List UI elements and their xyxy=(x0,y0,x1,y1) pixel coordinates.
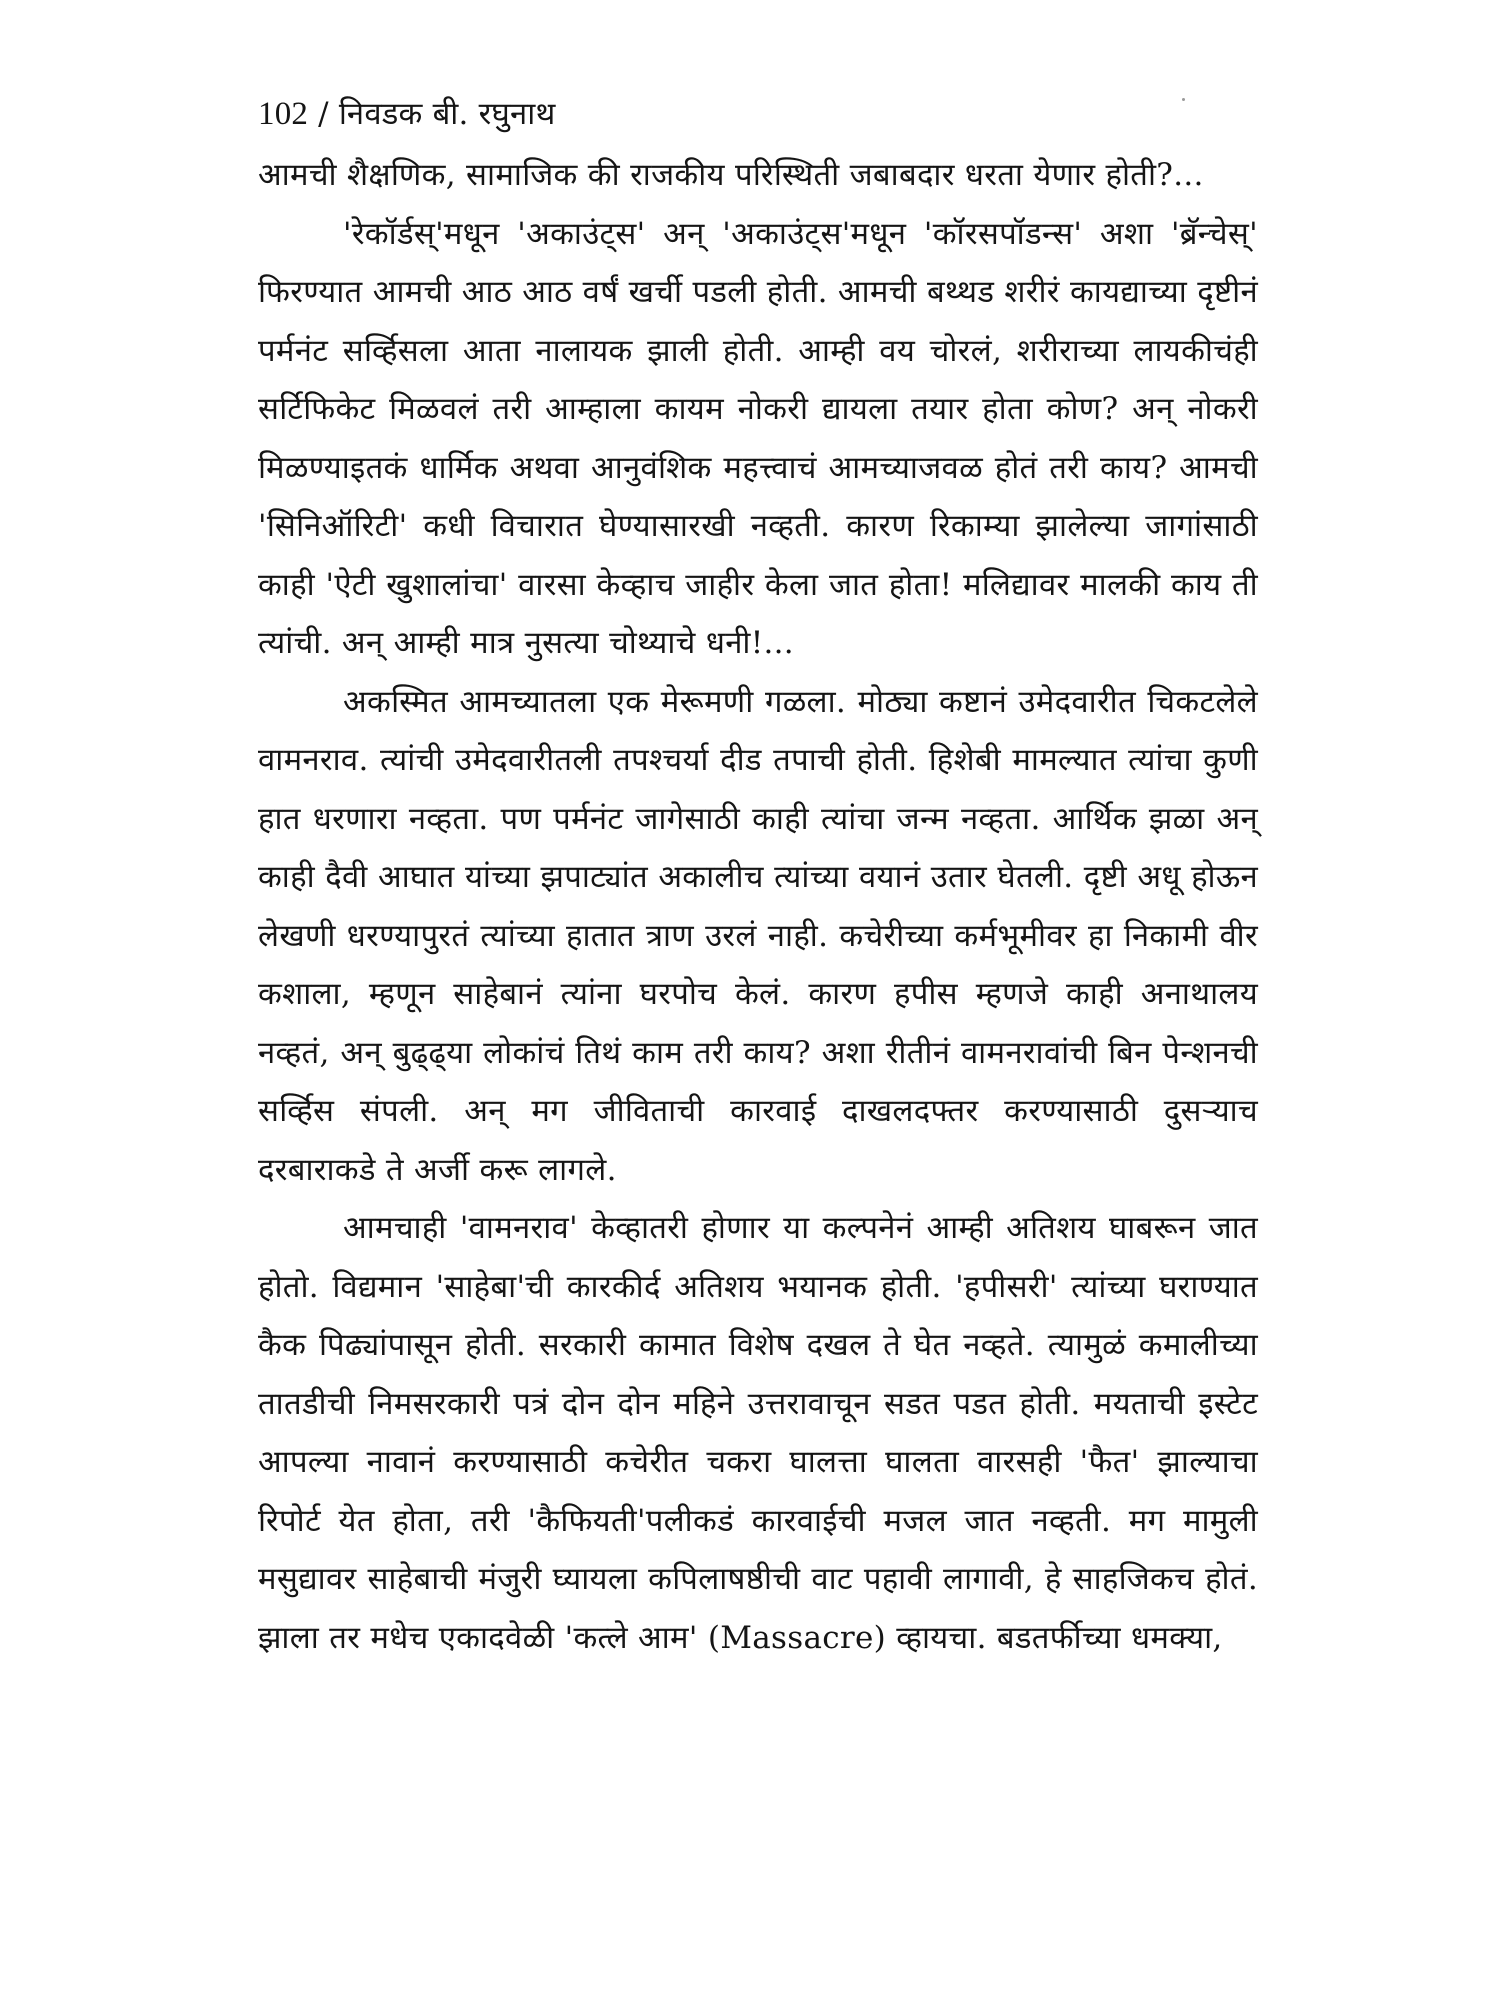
page-number: 102 xyxy=(258,96,309,132)
paper-speck xyxy=(1182,98,1185,101)
paragraph-1: आमची शैक्षणिक, सामाजिक की राजकीय परिस्थिती जबाबदार धरता येणार होती?... xyxy=(258,157,1204,193)
paragraph-4: आमचाही 'वामनराव' केव्हातरी होणार या कल्पनेनं आम्ही अतिशय घाबरून जात होतो. विद्यमान 'साहेबा'ची कारकीर्द अतिशय भयानक होती. 'हपीसरी' त्यांच्या घराण्यात कैक पिढ्यांपासून होती. सरकारी कामात विशेष दखल ते घेत नव्हते. त्यामुळं कमालीच्या तातडीची निमसरकारी पत्रं दोन दोन महिने उत्तरावाचून सडत पडत होती. मयताची इस्टेट आपल्या नावानं करण्यासाठी कचेरीत चकरा घालत्ता घालता वारसही 'फैत' झाल्याचा रिपोर्ट येत होता, तरी 'कैफियती'पलीकडं कारवाईची मजल जात नव्हती. मग मामुली मसुद्यावर साहेबाची मंजुरी घ्यायला कपिलाषष्ठीची वाट पहावी लागावी, हे साहजिकच होतं. झाला तर मधेच एकादवेळी 'कत्ले आम' (Massacre) व्हायचा. बडतर्फीच्या धमक्या, xyxy=(258,1210,1258,1656)
running-header xyxy=(258,92,1258,136)
body-text xyxy=(258,146,1258,1667)
running-title: निवडक बी. रघुनाथ xyxy=(338,96,556,132)
book-page xyxy=(258,92,1258,1962)
paragraph-3: अकस्मित आमच्यातला एक मेरूमणी गळला. मोठ्या कष्टानं उमेदवारीत चिकटलेले वामनराव. त्यांची उमेदवारीतली तपश्चर्या दीड तपाची होती. हिशेबी मामल्यात त्यांचा कुणी हात धरणारा नव्हता. पण पर्मनंट जागेसाठी काही त्यांचा जन्म नव्हता. आर्थिक झळा अन् काही दैवी आघात यांच्या झपाट्यांत अकालीच त्यांच्या वयानं उतार घेतली. दृष्टी अधू होऊन लेखणी धरण्यापुरतं त्यांच्या हातात त्राण उरलं नाही. कचेरीच्या कर्मभूमीवर हा निकामी वीर कशाला, म्हणून साहेबानं त्यांना घरपोच केलं. कारण हपीस म्हणजे काही अनाथालय नव्हतं, अन् बुढ्ढ्या लोकांचं तिथं काम तरी काय? अशा रीतीनं वामनरावांची बिन पेन्शनची सर्व्हिस संपली. अन् मग जीविताची कारवाई दाखलदफ्तर करण्यासाठी दुसऱ्याच दरबाराकडे ते अर्जी करू लागले. xyxy=(258,683,1258,1188)
header-separator: / xyxy=(318,96,329,132)
paragraph-2: 'रेकॉर्डस्'मधून 'अकाउंट्स' अन् 'अकाउंट्स'मधून 'कॉरसपॉडन्स' अशा 'ब्रॅन्चेस्' फिरण्यात आमची आठ आठ वर्षं खर्ची पडली होती. आमची बथ्थड शरीरं कायद्याच्या दृष्टीनं पर्मनंट सर्व्हिसला आता नालायक झाली होती. आम्ही वय चोरलं, शरीराच्या लायकीचंही सर्टिफिकेट मिळवलं तरी आम्हाला कायम नोकरी द्यायला तयार होता कोण? अन् नोकरी मिळण्याइतकं धार्मिक अथवा आनुवंशिक महत्त्वाचं आमच्याजवळ होतं तरी काय? आमची 'सिनिऑरिटी' कधी विचारात घेण्यासारखी नव्हती. कारण रिकाम्या झालेल्या जागांसाठी काही 'ऐटी खुशालांचा' वारसा केव्हाच जाहीर केला जात होता! मलिद्यावर मालकी काय ती त्यांची. अन् आम्ही मात्र नुसत्या चोथ्याचे धनी!... xyxy=(258,215,1258,661)
